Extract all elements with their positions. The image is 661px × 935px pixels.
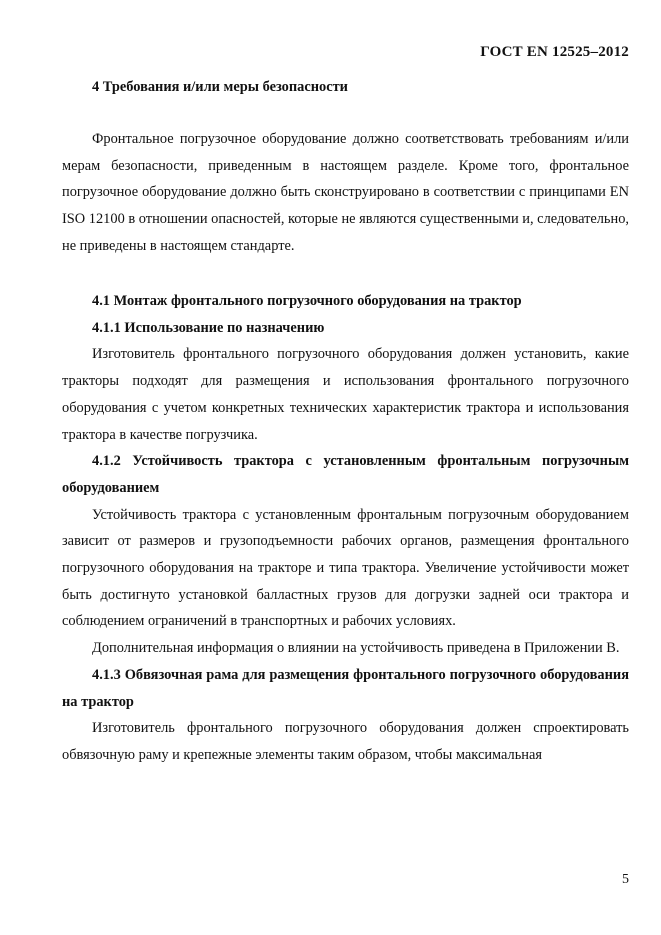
section-4-1-3-paragraph: Изготовитель фронтального погрузочного оборудования должен спроектировать обвязочную раму и крепежные элементы таким образом, чтобы максимальная: [62, 720, 629, 763]
running-header-standard-code: ГОСТ EN 12525–2012: [480, 44, 629, 60]
page-number: 5: [622, 872, 629, 887]
section-4-1-block: [62, 288, 629, 769]
section-4-block: [62, 74, 629, 101]
section-4-1-2-paragraph: Устойчивость трактора с установленным фронтальным погрузочным оборудованием зависит от размеров и грузоподъемности рабочих органов, размещения фронтального погрузочного оборудования на тракторе и типа трактора. Увеличение устойчивости может быть достигнуто установкой балластных грузов для догрузки задней оси трактора и соблюдением ограничений в транспортных и рабочих условиях.: [62, 506, 629, 630]
section-4-1-2-note-paragraph: Дополнительная информация о влиянии на устойчивость приведена в Приложении B.: [92, 640, 620, 657]
section-4-1-1-paragraph: Изготовитель фронтального погрузочного оборудования должен установить, какие тракторы подходят для размещения и использования фронтального погрузочного оборудования с учетом конкретных технических характеристик трактора и использования трактора в качестве погрузчика.: [62, 346, 629, 443]
section-4-heading: 4 Требования и/или меры безопасности: [92, 79, 348, 95]
section-4-intro-block: [62, 126, 629, 260]
section-4-intro-paragraph: Фронтальное погрузочное оборудование должно соответствовать требованиям и/или мерам безопасности, приведенным в настоящем разделе. Кроме того, фронтальное погрузочное оборудование должно быть сконструировано в соответствии с принципами EN ISO 12100 в отношении опасностей, которые не являются существенными и, следовательно, не приведены в настоящем стандарте.: [62, 131, 629, 254]
section-4-1-heading: 4.1 Монтаж фронтального погрузочного оборудования на трактор: [92, 293, 522, 309]
section-4-1-2-heading: 4.1.2 Устойчивость трактора с установленным фронтальным погрузочным оборудованием: [62, 453, 629, 496]
section-4-1-3-heading: 4.1.3 Обвязочная рама для размещения фронтального погрузочного оборудования на трактор: [62, 666, 629, 710]
section-4-1-1-heading: 4.1.1 Использование по назначению: [92, 319, 325, 336]
